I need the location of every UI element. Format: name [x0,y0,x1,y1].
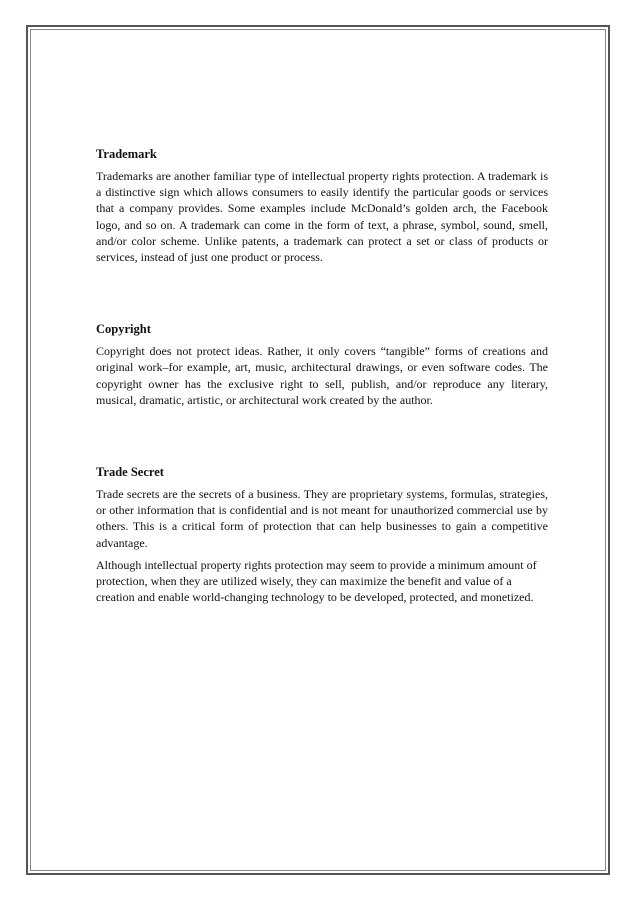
section-trademark [96,146,548,265]
paragraph: Trade secrets are the secrets of a business. They are proprietary systems, formulas, strategies, or other information that is confidential and is not meant for unauthorized commercial use by others. This is a critical form of protection that can help businesses to gain a competitive advantage. [96,487,548,550]
section-heading: Trade Secret [96,465,164,480]
section-trade-secret [96,464,548,605]
paragraph: Trademarks are another familiar type of intellectual property rights protection. A trademark is a distinctive sign which allows consumers to easily identify the particular goods or services that a company provides. Some examples include McDonald’s golden arch, the Facebook logo, and so on. A trademark can come in the form of text, a phrase, symbol, sound, smell, and/or color scheme. Unlike patents, a trademark can protect a set or class of products or services, instead of just one product or process. [96,169,548,265]
section-copyright [96,321,548,408]
paragraph: Copyright does not protect ideas. Rather, it only covers “tangible” forms of creations and original work–for example, art, music, architectural drawings, or even software codes. The copyright owner has the exclusive right to sell, publish, and/or reproduce any literary, musical, dramatic, artistic, or architectural work created by the author. [96,344,548,407]
section-heading: Trademark [96,147,157,161]
section-heading: Copyright [96,322,151,337]
document-body [96,146,548,611]
paragraph: Although intellectual property rights protection may seem to provide a minimum amount of protection, when they are utilized wisely, they can maximize the benefit and value of a creation and enable world-changing technology to be developed, protected, and monetized. [96,557,537,605]
